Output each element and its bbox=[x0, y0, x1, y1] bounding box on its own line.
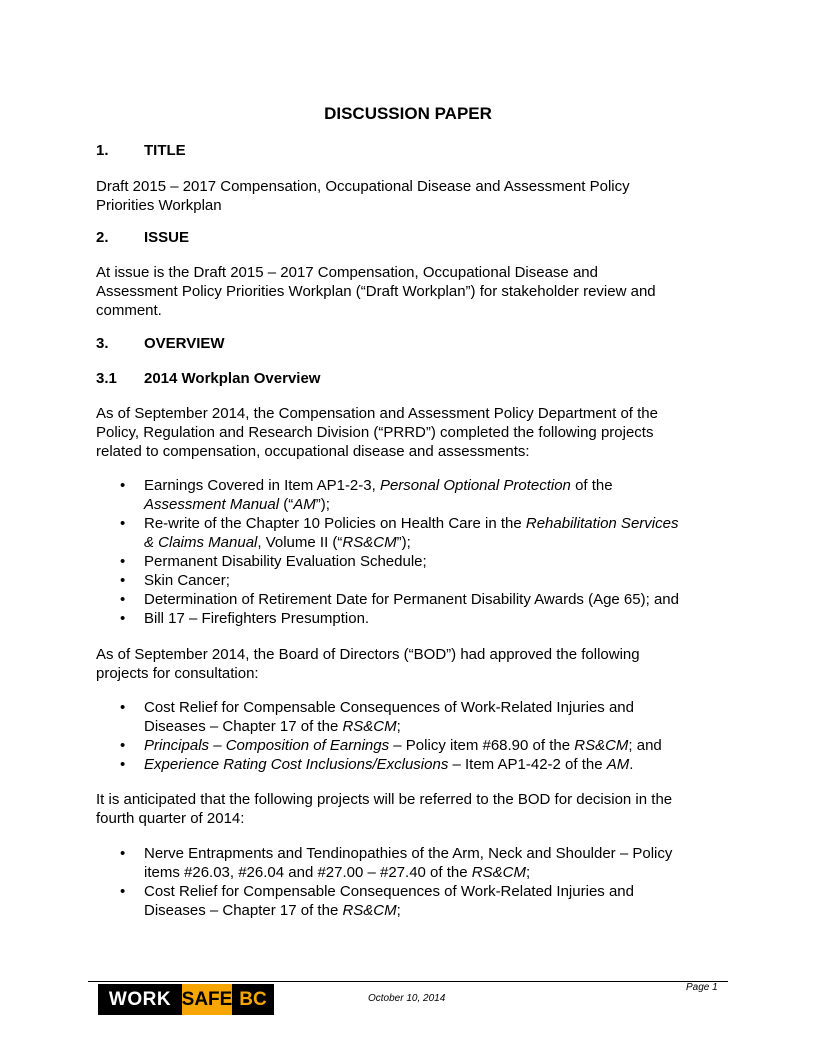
list-item: • Principals – Composition of Earnings – Policy item #68.90 of the RS&CM; and bbox=[120, 737, 662, 754]
list-item: • Experience Rating Cost Inclusions/Exclusions – Item AP1-42-2 of the AM. bbox=[120, 756, 634, 773]
section-heading-overview: OVERVIEW bbox=[144, 335, 225, 352]
paragraph-approved-projects: As of September 2014, the Board of Directors (“BOD”) had approved the following projects for consultation: bbox=[96, 646, 640, 682]
approved-projects-list bbox=[96, 698, 736, 774]
logo-work: WORK bbox=[98, 984, 182, 1015]
list-item: • Permanent Disability Evaluation Schedule; bbox=[120, 553, 427, 570]
section-heading-title: TITLE bbox=[144, 142, 186, 159]
completed-projects-list bbox=[96, 476, 736, 628]
section-number: 2. bbox=[96, 229, 109, 246]
section-heading-issue: ISSUE bbox=[144, 229, 190, 246]
footer-divider bbox=[88, 981, 728, 982]
section-issue-text: At issue is the Draft 2015 – 2017 Compensation, Occupational Disease and Assessment Policy Priorities Workplan (“Draft Workplan”) for stakeholder review and comment. bbox=[96, 264, 656, 319]
list-item: • Re-write of the Chapter 10 Policies on Health Care in the Rehabilitation Services & Claims Manual, Volume II (“RS&CM”); bbox=[120, 515, 679, 551]
page-title: DISCUSSION PAPER bbox=[324, 104, 492, 123]
list-item: • Nerve Entrapments and Tendinopathies of the Arm, Neck and Shoulder – Policy items #26.03, #26.04 and #27.00 – #27.40 of the RS&CM; bbox=[120, 845, 673, 881]
subsection-heading: 2014 Workplan Overview bbox=[144, 370, 321, 387]
logo-bc: BC bbox=[232, 984, 274, 1015]
section-title-text: Draft 2015 – 2017 Compensation, Occupational Disease and Assessment Policy Priorities Workplan bbox=[96, 178, 630, 214]
list-item: • Cost Relief for Compensable Consequences of Work-Related Injuries and Diseases – Chapter 17 of the RS&CM; bbox=[120, 699, 634, 735]
list-item: • Cost Relief for Compensable Consequences of Work-Related Injuries and Diseases – Chapter 17 of the RS&CM; bbox=[120, 883, 634, 919]
paragraph-completed-projects: As of September 2014, the Compensation and Assessment Policy Department of the Policy, Regulation and Research Division (“PRRD”) completed the following projects related to compensation, occupational disease and assessments: bbox=[96, 405, 658, 460]
list-item: • Determination of Retirement Date for Permanent Disability Awards (Age 65); and bbox=[120, 591, 679, 608]
list-item: • Earnings Covered in Item AP1-2-3, Personal Optional Protection of the Assessment Manual (“AM”); bbox=[120, 477, 613, 513]
section-number: 3. bbox=[96, 335, 109, 352]
list-item: • Skin Cancer; bbox=[120, 572, 230, 589]
section-number: 1. bbox=[96, 142, 109, 159]
worksafebc-logo bbox=[98, 984, 274, 1015]
anticipated-projects-list bbox=[96, 844, 736, 920]
logo-safe: SAFE bbox=[182, 984, 232, 1015]
page-number: Page 1 bbox=[686, 982, 718, 993]
subsection-number: 3.1 bbox=[96, 370, 117, 387]
paragraph-anticipated-projects: It is anticipated that the following projects will be referred to the BOD for decision in the fourth quarter of 2014: bbox=[96, 791, 673, 827]
list-item: • Bill 17 – Firefighters Presumption. bbox=[120, 610, 370, 627]
footer-date: October 10, 2014 bbox=[368, 993, 446, 1004]
